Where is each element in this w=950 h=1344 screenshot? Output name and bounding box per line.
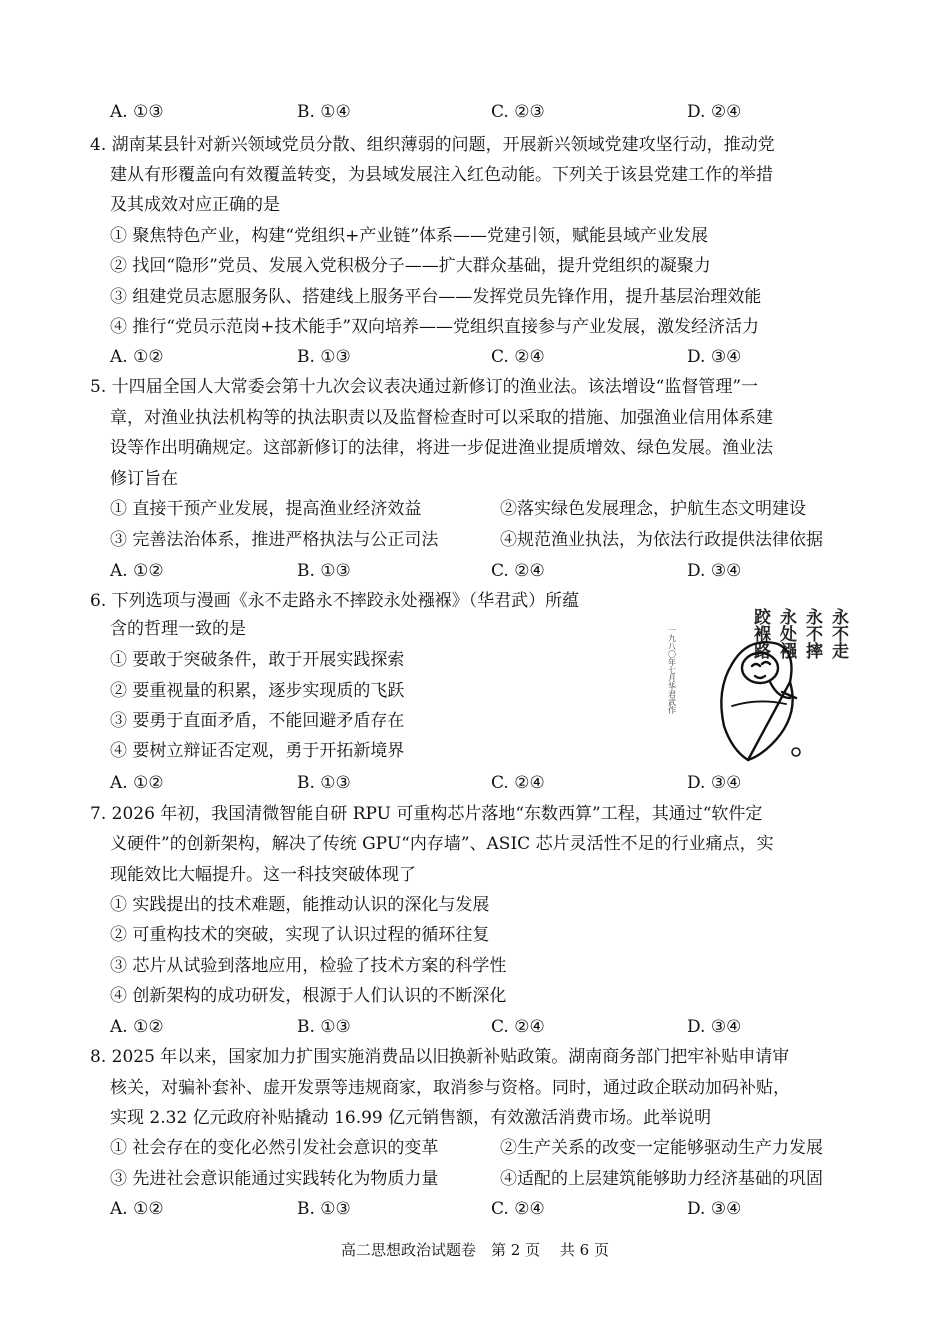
q8-option-c[interactable]: C. ②④ bbox=[491, 1199, 545, 1219]
seal-mark bbox=[792, 748, 800, 756]
q4-item: ① 聚焦特色产业，构建“党组织+产业链”体系——党建引领，赋能县域产业发展 bbox=[110, 226, 709, 246]
q5-item: ③ 完善法治体系，推进严格执法与公正司法 bbox=[110, 530, 439, 550]
q8-stem-line: 实现 2.32 亿元政府补贴撬动 16.99 亿元销售额，有效激活消费市场。此举说明 bbox=[110, 1108, 712, 1128]
q5-option-d[interactable]: D. ③④ bbox=[687, 561, 742, 581]
q4-option-a[interactable]: A. ①② bbox=[110, 347, 164, 367]
q5-stem-line: 修订旨在 bbox=[110, 469, 178, 489]
q7-option-a[interactable]: A. ①② bbox=[110, 1017, 164, 1037]
page-footer: 高二思想政治试题卷 第 2 页 共 6 页 bbox=[341, 1241, 609, 1259]
comic-note: 一九八〇年七月华君武作 bbox=[667, 626, 677, 714]
q5-item: ②落实绿色发展理念，护航生态文明建设 bbox=[500, 499, 806, 519]
q7-option-c[interactable]: C. ②④ bbox=[491, 1017, 545, 1037]
q6-option-d[interactable]: D. ③④ bbox=[687, 773, 742, 793]
comic-caption-2: 永不摔 bbox=[802, 608, 822, 659]
q7-option-b[interactable]: B. ①③ bbox=[297, 1017, 351, 1037]
q5-stem-line: 5. 十四届全国人大常委会第十九次会议表决通过新修订的渔业法。该法增设“监督管理”一 bbox=[90, 377, 759, 397]
q4-option-b[interactable]: B. ①③ bbox=[297, 347, 351, 367]
q3-option-a[interactable]: A. ①③ bbox=[110, 102, 164, 122]
q8-option-b[interactable]: B. ①③ bbox=[297, 1199, 351, 1219]
q3-option-c[interactable]: C. ②③ bbox=[491, 102, 545, 122]
q7-item: ② 可重构技术的突破，实现了认识过程的循环往复 bbox=[110, 925, 490, 945]
q4-item: ③ 组建党员志愿服务队、搭建线上服务平台——发挥党员先锋作用，提升基层治理效能 bbox=[110, 287, 762, 307]
q8-item: ④适配的上层建筑能够助力经济基础的巩固 bbox=[500, 1169, 823, 1189]
q4-stem-line: 4. 湖南某县针对新兴领域党员分散、组织薄弱的问题，开展新兴领域党建攻坚行动，推动党 bbox=[90, 135, 775, 155]
q4-item: ④ 推行“党员示范岗+技术能手”双向培养——党组织直接参与产业发展，激发经济活力 bbox=[110, 317, 760, 337]
q4-option-d[interactable]: D. ③④ bbox=[687, 347, 742, 367]
q6-option-a[interactable]: A. ①② bbox=[110, 773, 164, 793]
q5-option-a[interactable]: A. ①② bbox=[110, 561, 164, 581]
q5-item: ④规范渔业执法，为依法行政提供法律依据 bbox=[500, 530, 823, 550]
q7-option-d[interactable]: D. ③④ bbox=[687, 1017, 742, 1037]
q8-item: ③ 先进社会意识能通过实践转化为物质力量 bbox=[110, 1169, 439, 1189]
q8-stem-line: 核关，对骗补套补、虚开发票等违规商家，取消参与资格。同时，通过政企联动加码补贴， bbox=[110, 1078, 790, 1098]
q5-option-b[interactable]: B. ①③ bbox=[297, 561, 351, 581]
q6-item: ④ 要树立辩证否定观，勇于开拓新境界 bbox=[110, 741, 405, 761]
q8-item: ②生产关系的改变一定能够驱动生产力发展 bbox=[500, 1138, 823, 1158]
q3-option-b[interactable]: B. ①④ bbox=[297, 102, 351, 122]
q3-option-d[interactable]: D. ②④ bbox=[687, 102, 742, 122]
q6-item: ② 要重视量的积累，逐步实现质的飞跃 bbox=[110, 681, 405, 701]
q6-item: ① 要敢于突破条件，敢于开展实践探索 bbox=[110, 650, 405, 670]
q4-stem-line: 及其成效对应正确的是 bbox=[110, 195, 280, 215]
comic-illustration bbox=[662, 586, 858, 764]
comic-caption-1: 永不走 bbox=[828, 608, 848, 659]
q7-stem-line: 现能效比大幅提升。这一科技突破体现了 bbox=[110, 865, 416, 885]
q6-option-b[interactable]: B. ①③ bbox=[297, 773, 351, 793]
q8-item: ① 社会存在的变化必然引发社会意识的变革 bbox=[110, 1138, 439, 1158]
q7-item: ③ 芯片从试验到落地应用，检验了技术方案的科学性 bbox=[110, 956, 507, 976]
comic-caption-3: 永处襁 bbox=[776, 608, 796, 659]
q4-stem-line: 建从有形覆盖向有效覆盖转变，为县域发展注入红色动能。下列关于该县党建工作的举措 bbox=[110, 165, 773, 185]
q6-option-c[interactable]: C. ②④ bbox=[491, 773, 545, 793]
q5-option-c[interactable]: C. ②④ bbox=[491, 561, 545, 581]
q8-stem-line: 8. 2025 年以来，国家加力扩围实施消费品以旧换新补贴政策。湖南商务部门把牢补贴申请审 bbox=[90, 1047, 790, 1067]
q7-item: ① 实践提出的技术难题，能推动认识的深化与发展 bbox=[110, 895, 490, 915]
q8-option-a[interactable]: A. ①② bbox=[110, 1199, 164, 1219]
swaddled-baby-drawing bbox=[721, 642, 796, 760]
q5-stem-line: 设等作出明确规定。这部新修订的法律，将进一步促进渔业提质增效、绿色发展。渔业法 bbox=[110, 438, 773, 458]
q7-stem-line: 义硬件”的创新架构，解决了传统 GPU“内存墙”、ASIC 芯片灵活性不足的行业痛点，实 bbox=[110, 834, 774, 854]
q8-option-d[interactable]: D. ③④ bbox=[687, 1199, 742, 1219]
q5-item: ① 直接干预产业发展，提高渔业经济效益 bbox=[110, 499, 422, 519]
q7-stem-line: 7. 2026 年初，我国清微智能自研 RPU 可重构芯片落地“东数西算”工程，其通过“软件定 bbox=[90, 804, 763, 824]
q6-item: ③ 要勇于直面矛盾，不能回避矛盾存在 bbox=[110, 711, 405, 731]
q4-item: ② 找回“隐形”党员、发展入党积极分子——扩大群众基础，提升党组织的凝聚力 bbox=[110, 256, 711, 276]
q6-stem-line: 含的哲理一致的是 bbox=[110, 619, 246, 639]
q7-item: ④ 创新架构的成功研发，根源于人们认识的不断深化 bbox=[110, 986, 507, 1006]
q4-option-c[interactable]: C. ②④ bbox=[491, 347, 545, 367]
q6-stem-line: 6. 下列选项与漫画《永不走路永不摔跤永处襁褓》（华君武）所蕴 bbox=[90, 591, 580, 611]
q5-stem-line: 章，对渔业执法机构等的执法职责以及监督检查时可以采取的措施、加强渔业信用体系建 bbox=[110, 408, 773, 428]
comic-caption-4: 跤褓路 bbox=[750, 608, 770, 659]
